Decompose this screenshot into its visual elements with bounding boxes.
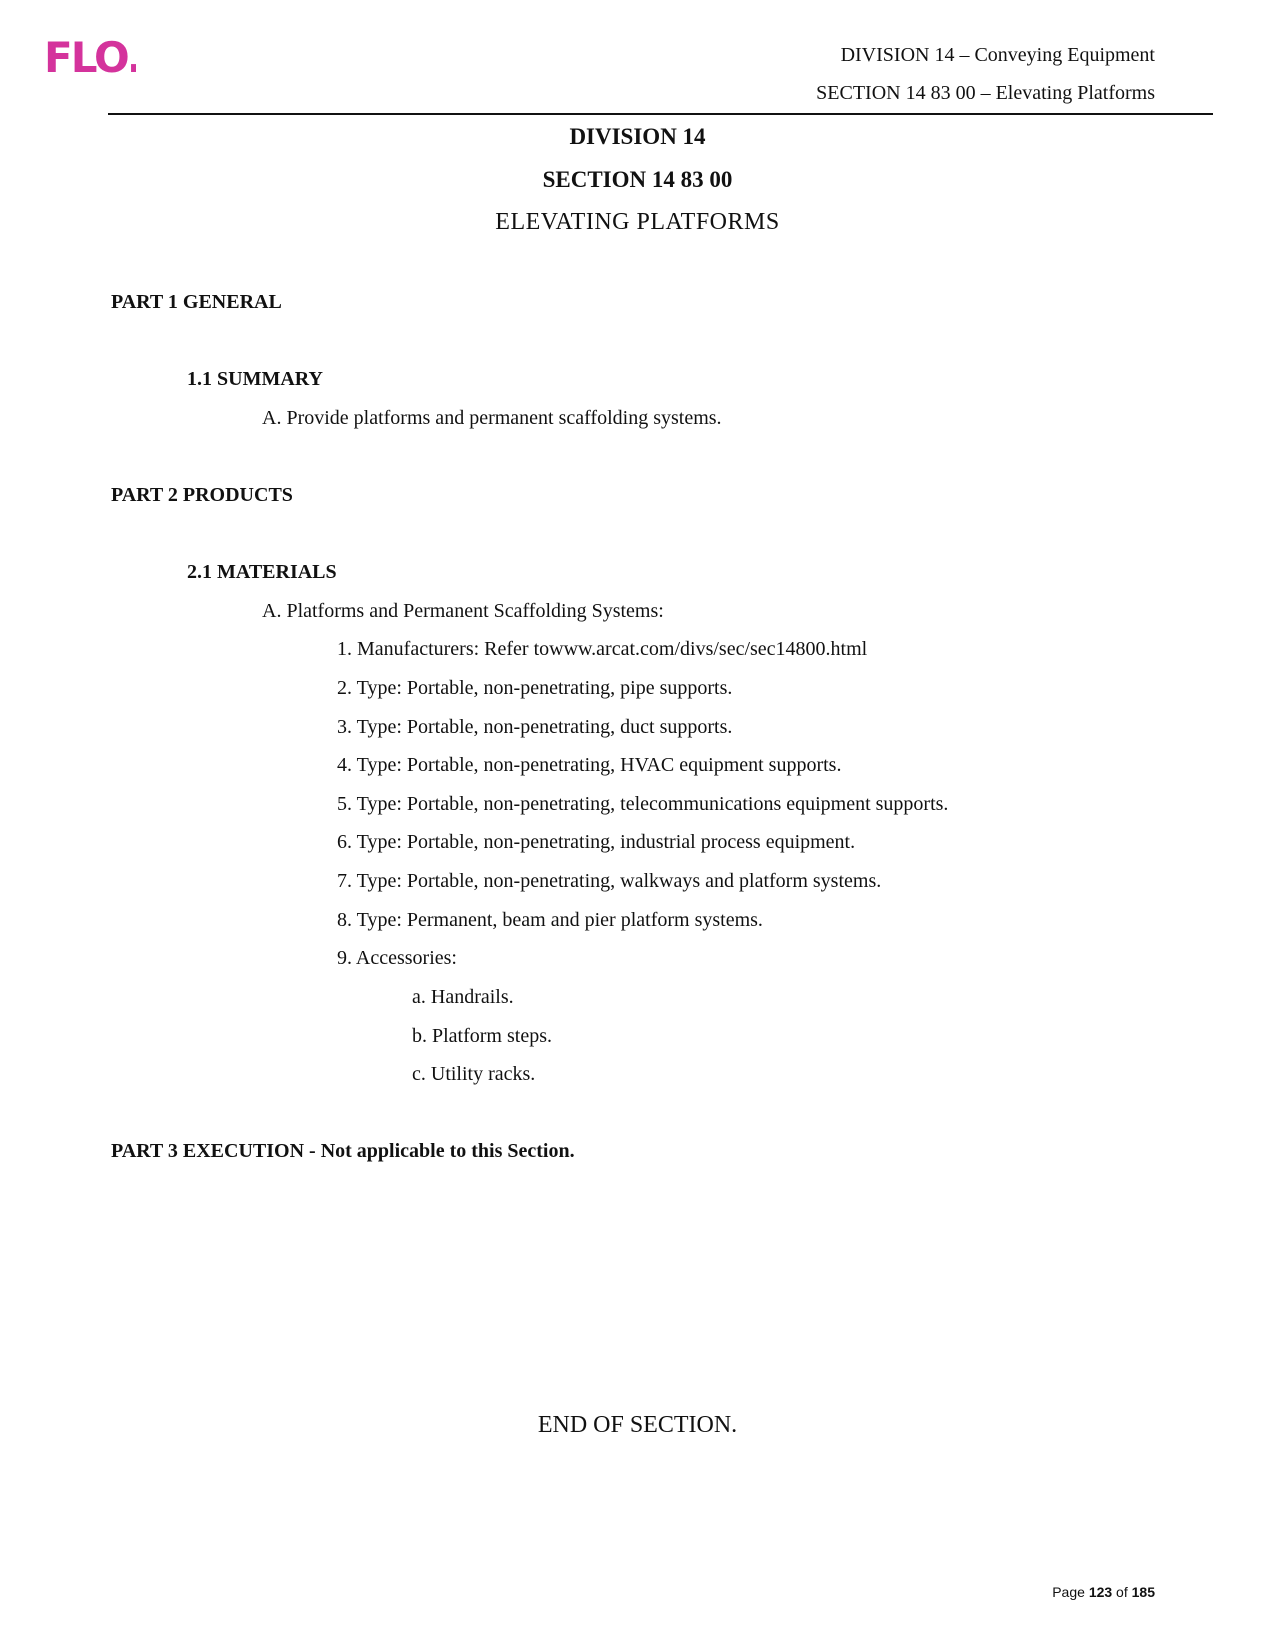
list-item: 9. Accessories: (337, 947, 457, 969)
end-of-section: END OF SECTION. (537, 1412, 738, 1438)
part3-note: - Not applicable to this Section. (304, 1140, 575, 1162)
list-item: 5. Type: Portable, non-penetrating, telecommunications equipment supports. (337, 793, 949, 815)
list-item: 3. Type: Portable, non-penetrating, duct supports. (337, 716, 733, 738)
list-item: 8. Type: Permanent, beam and pier platform systems. (337, 909, 763, 931)
list-item: 6. Type: Portable, non-penetrating, industrial process equipment. (337, 831, 856, 853)
accessory-item: a. Handrails. (412, 986, 514, 1008)
part1-item-a: A. Provide platforms and permanent scaffolding systems. (262, 407, 722, 429)
part3-title: PART 3 EXECUTION (111, 1140, 305, 1162)
flo-logo (44, 38, 136, 85)
flo-logo-mark (44, 38, 136, 78)
list-item: 4. Type: Portable, non-penetrating, HVAC equipment supports. (337, 754, 842, 776)
page-current: 123 (1088, 1584, 1113, 1600)
page-total: 185 (1131, 1584, 1155, 1600)
title-name: ELEVATING PLATFORMS (495, 209, 780, 235)
logo-text: FLO. (44, 38, 136, 78)
header-section: SECTION 14 83 00 – Elevating Platforms (816, 82, 1155, 104)
page-label: Page (1052, 1584, 1089, 1600)
list-item: 1. Manufacturers: Refer towww.arcat.com/divs/sec/sec14800.html (337, 638, 868, 660)
part1-heading: PART 1 GENERAL (111, 291, 282, 313)
list-item: 2. Type: Portable, non-penetrating, pipe supports. (337, 677, 733, 699)
accessory-item: b. Platform steps. (412, 1025, 552, 1047)
header-division: DIVISION 14 – Conveying Equipment (840, 44, 1155, 66)
title-division: DIVISION 14 (569, 124, 706, 149)
accessory-item: c. Utility racks. (412, 1063, 536, 1085)
part3-heading (111, 1140, 575, 1163)
page-of: of (1112, 1584, 1132, 1600)
title-section: SECTION 14 83 00 (542, 167, 733, 192)
part2-item-a: A. Platforms and Permanent Scaffolding Systems: (262, 600, 664, 622)
part2-heading: PART 2 PRODUCTS (111, 484, 293, 506)
page-number (1052, 1584, 1155, 1600)
header-divider (108, 113, 1213, 115)
list-item: 7. Type: Portable, non-penetrating, walkways and platform systems. (337, 870, 882, 892)
part2-materials-heading: 2.1 MATERIALS (187, 561, 337, 583)
part1-summary-heading: 1.1 SUMMARY (187, 368, 323, 390)
